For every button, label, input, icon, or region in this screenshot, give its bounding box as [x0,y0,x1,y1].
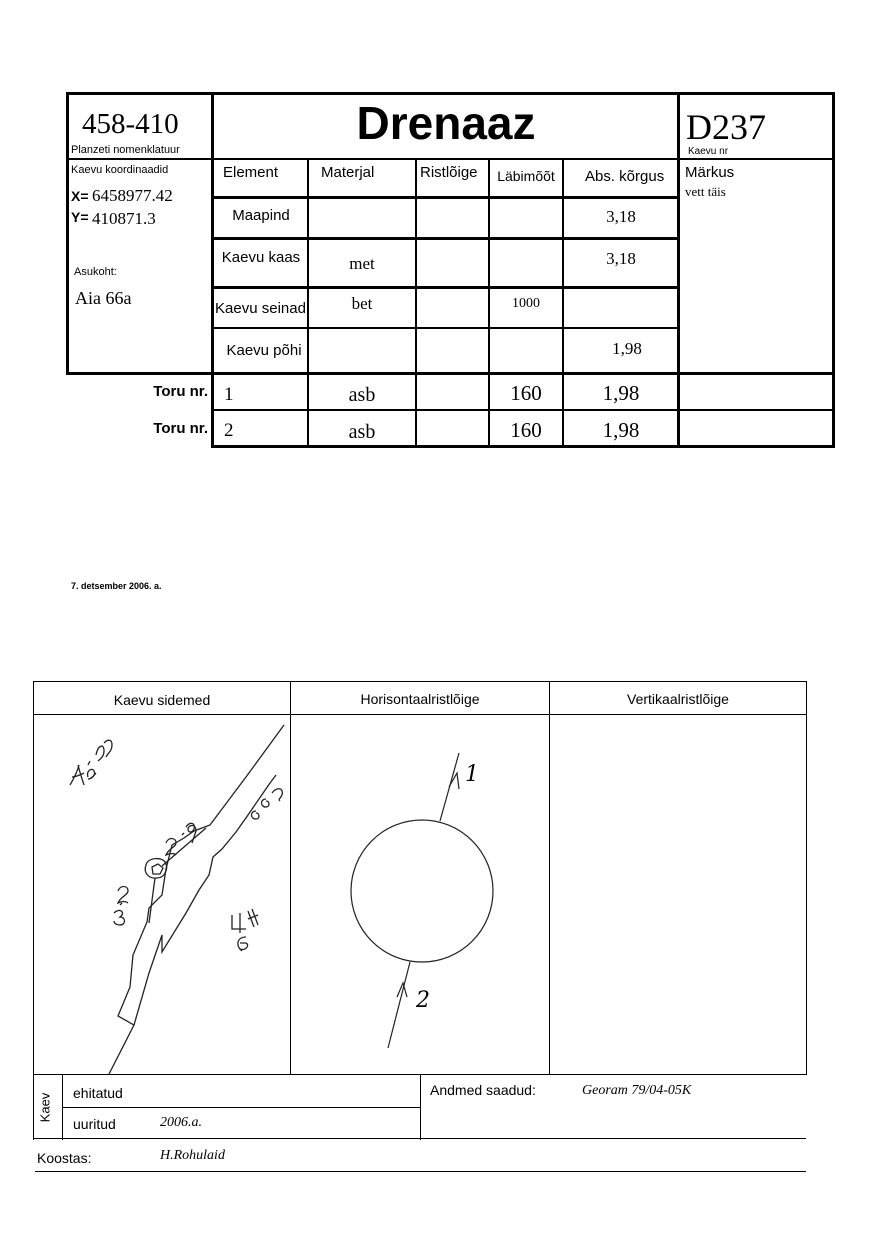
horizontal-section-sketch [291,715,549,1074]
elevation-value: 3,18 [606,249,636,268]
col-title-vertical: Vertikaalristlõige [627,691,729,707]
col-header-elevation: Abs. kõrgus [585,168,665,185]
material-value: met [349,254,375,273]
source-value: Georam 79/04-05K [582,1083,692,1098]
material-value: bet [351,294,373,313]
pipe-label: Toru nr. [153,383,208,400]
diameter-value: 1000 [512,296,540,311]
remarks-value: vett täis [685,184,726,199]
col-title-horizontal: Horisontaalristlõige [360,691,480,707]
pipe-material: asb [348,384,376,406]
element-name: Kaevu kaas [221,249,301,266]
pipe-number: 1 [224,384,234,405]
y-label: Y= [71,209,89,225]
page-title: Drenaaz [356,97,536,149]
elevation-value: 1,98 [612,339,642,358]
side-label: Kaev [37,1092,53,1123]
pipe-1-label: 1 [465,762,479,787]
surveyed-label: uuritud [73,1116,116,1132]
pipe-diameter: 160 [510,418,542,442]
handwritten-32 [114,887,128,926]
col-title-ties: Kaevu sidemed [113,692,211,708]
location-label: Asukoht: [74,266,117,278]
element-name: Kaevu põhi [226,342,302,359]
author-value: H.Rohulaid [160,1148,225,1163]
x-coordinate: 6458977.42 [92,186,173,205]
ties-sketch [34,715,290,1074]
pipe-diameter: 160 [510,381,542,405]
col-header-material: Materjal [321,164,375,181]
well-number: D237 [686,107,766,147]
location-value: Aia 66a [75,288,132,308]
col-header-diameter: Läbimõõt [497,168,555,184]
element-name: Kaevu seinad [215,300,306,317]
elevation-value: 3,18 [606,207,636,226]
sheet-code: 458-410 [82,108,179,140]
pipe-elevation: 1,98 [602,381,640,405]
pipe-2-line [388,962,410,1048]
pipe-2-label: 2 [416,988,430,1013]
source-label: Andmed saadud: [430,1082,536,1098]
col-header-element: Element [223,164,279,181]
remarks-label: Märkus [685,164,735,181]
document-date: 7. detsember 2006. a. [71,581,162,591]
element-name: Maapind [232,207,290,224]
handwritten-4h-e [232,909,258,951]
sketch-section [0,660,872,1220]
y-coordinate: 410871.3 [92,209,156,228]
coordinates-label: Kaevu koordinaadid [71,164,169,176]
pipe-elevation: 1,98 [602,418,640,442]
well-card [0,0,872,460]
pipe-label: Toru nr. [153,420,208,437]
well-outline [351,820,493,962]
built-label: ehitatud [73,1085,123,1101]
pipe-number: 2 [224,420,234,441]
building-outline-inner [134,775,276,1025]
handwritten-aia [70,740,112,785]
col-header-section: Ristlõige [420,164,478,181]
pipe-material: asb [348,421,376,443]
x-label: X= [71,188,89,204]
surveyed-value: 2006.a. [160,1115,202,1130]
sheet-code-label: Planzeti nomenklatuur [71,144,180,156]
author-label: Koostas: [37,1150,92,1166]
well-number-label: Kaevu nr [688,146,729,157]
